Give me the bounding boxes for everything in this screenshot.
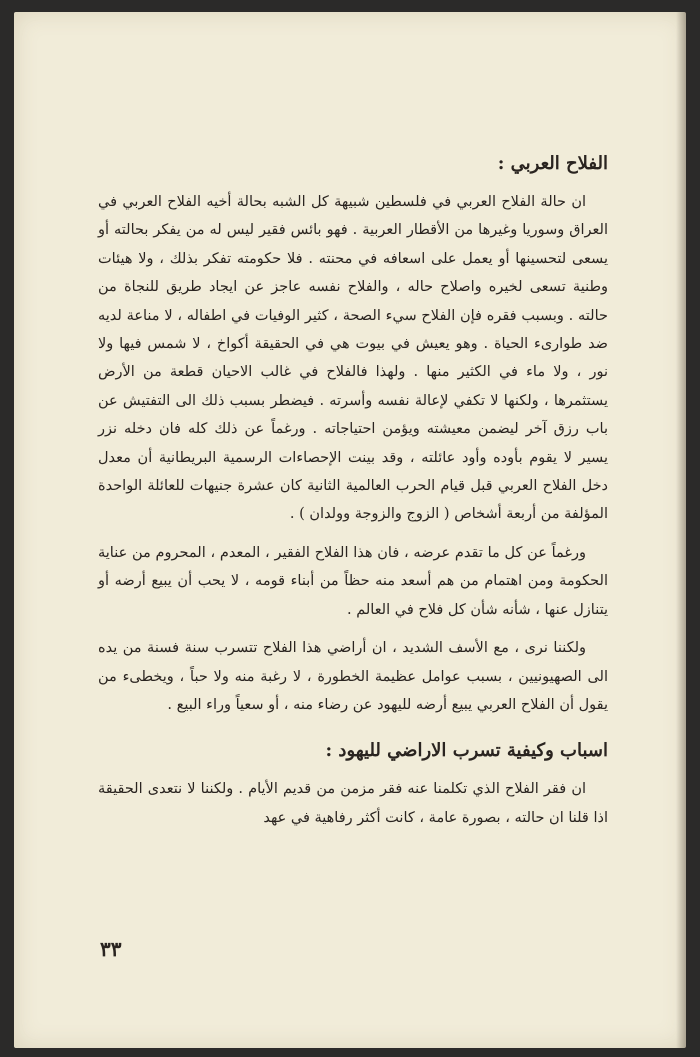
section-heading-land-leakage: اسباب وكيفية تسرب الاراضي لليهود : bbox=[325, 740, 608, 762]
paragraph-1: ان حالة الفلاح العربي في فلسطين شبيهة كل الشبه بحالة أخيه الفلاح العربي في العراق وسوريا وغيرها من الأقطار العربية . فهو بائس فقير ليس له من يفكر بحالته أو يسعى لتحسينها أو يعمل على اسعافه في محنته . فلا حكومته تفكر بذلك ، ولا هيئات وطنية تسعى لخيره واصلاح حاله ، والفلاح نفسه عاجز عن ايجاد طريق للنجاة من حالته . وبسبب فقره فإن الفلاح سيء الصحة ، كثير الوفيات في اطفاله ، لا مناعة لديه ضد طوارىء الحياة . وهو يعيش في بيوت هي في الحقيقة أكواخ ، لا شمس فيها ولا نور ، ولا ماء في الكثير منها . ولهذا فالفلاح في غالب الاحيان قطعة من الأرض يستثمرها ، ولكنها لا تكفي لإعالة نفسه وأسرته . فيضطر بسبب ذلك الى التفتيش عن باب رزق آخر ليضمن معيشته ويؤمن احتياجاته . ورغماً عن ذلك كله فان دخله نزر يسير لا يقوم بأوده وأود عائلته ، وقد بينت الإحصاءات الرسمية البريطانية أن معدل دخل الفلاح العربي قبل قيام الحرب العالمية الثانية كان عشرة جنيهات للعائلة الواحدة المؤلفة من أربعة أشخاص ( الزوج والزوجة وولدان ) . bbox=[98, 194, 608, 523]
page-content bbox=[98, 132, 608, 842]
book-page bbox=[14, 12, 686, 1048]
section-heading-arab-peasant: الفلاح العربي : bbox=[497, 153, 608, 174]
paragraph-3: ولكننا نرى ، مع الأسف الشديد ، ان أراضي هذا الفلاح تتسرب سنة فسنة من يده الى الصهيونيين ، بسبب عوامل عظيمة الخطورة ، لا رغبة منه ولا حباً ، ويخطىء من يقول أن الفلاح العربي يبيع أرضه لليهود عن رضاء منه ، أو سعياً وراء البيع . bbox=[98, 640, 608, 713]
page-number: ٣٣ bbox=[100, 937, 122, 961]
paragraph-4: ان فقر الفلاح الذي تكلمنا عنه فقر مزمن من قديم الأيام . ولكننا لا نتعدى الحقيقة اذا قلنا ان حالته ، بصورة عامة ، كانت أكثر رفاهية في عهد bbox=[98, 781, 608, 826]
paragraph-2: ورغماً عن كل ما تقدم عرضه ، فان هذا الفلاح الفقير ، المعدم ، المحروم من عناية الحكومة ومن اهتمام من هم أسعد منه حظاً من أبناء قومه ، لا يحب أن يبيع أرضه أو يتنازل عنها ، شأنه شأن كل فلاح في العالم . bbox=[98, 544, 608, 618]
